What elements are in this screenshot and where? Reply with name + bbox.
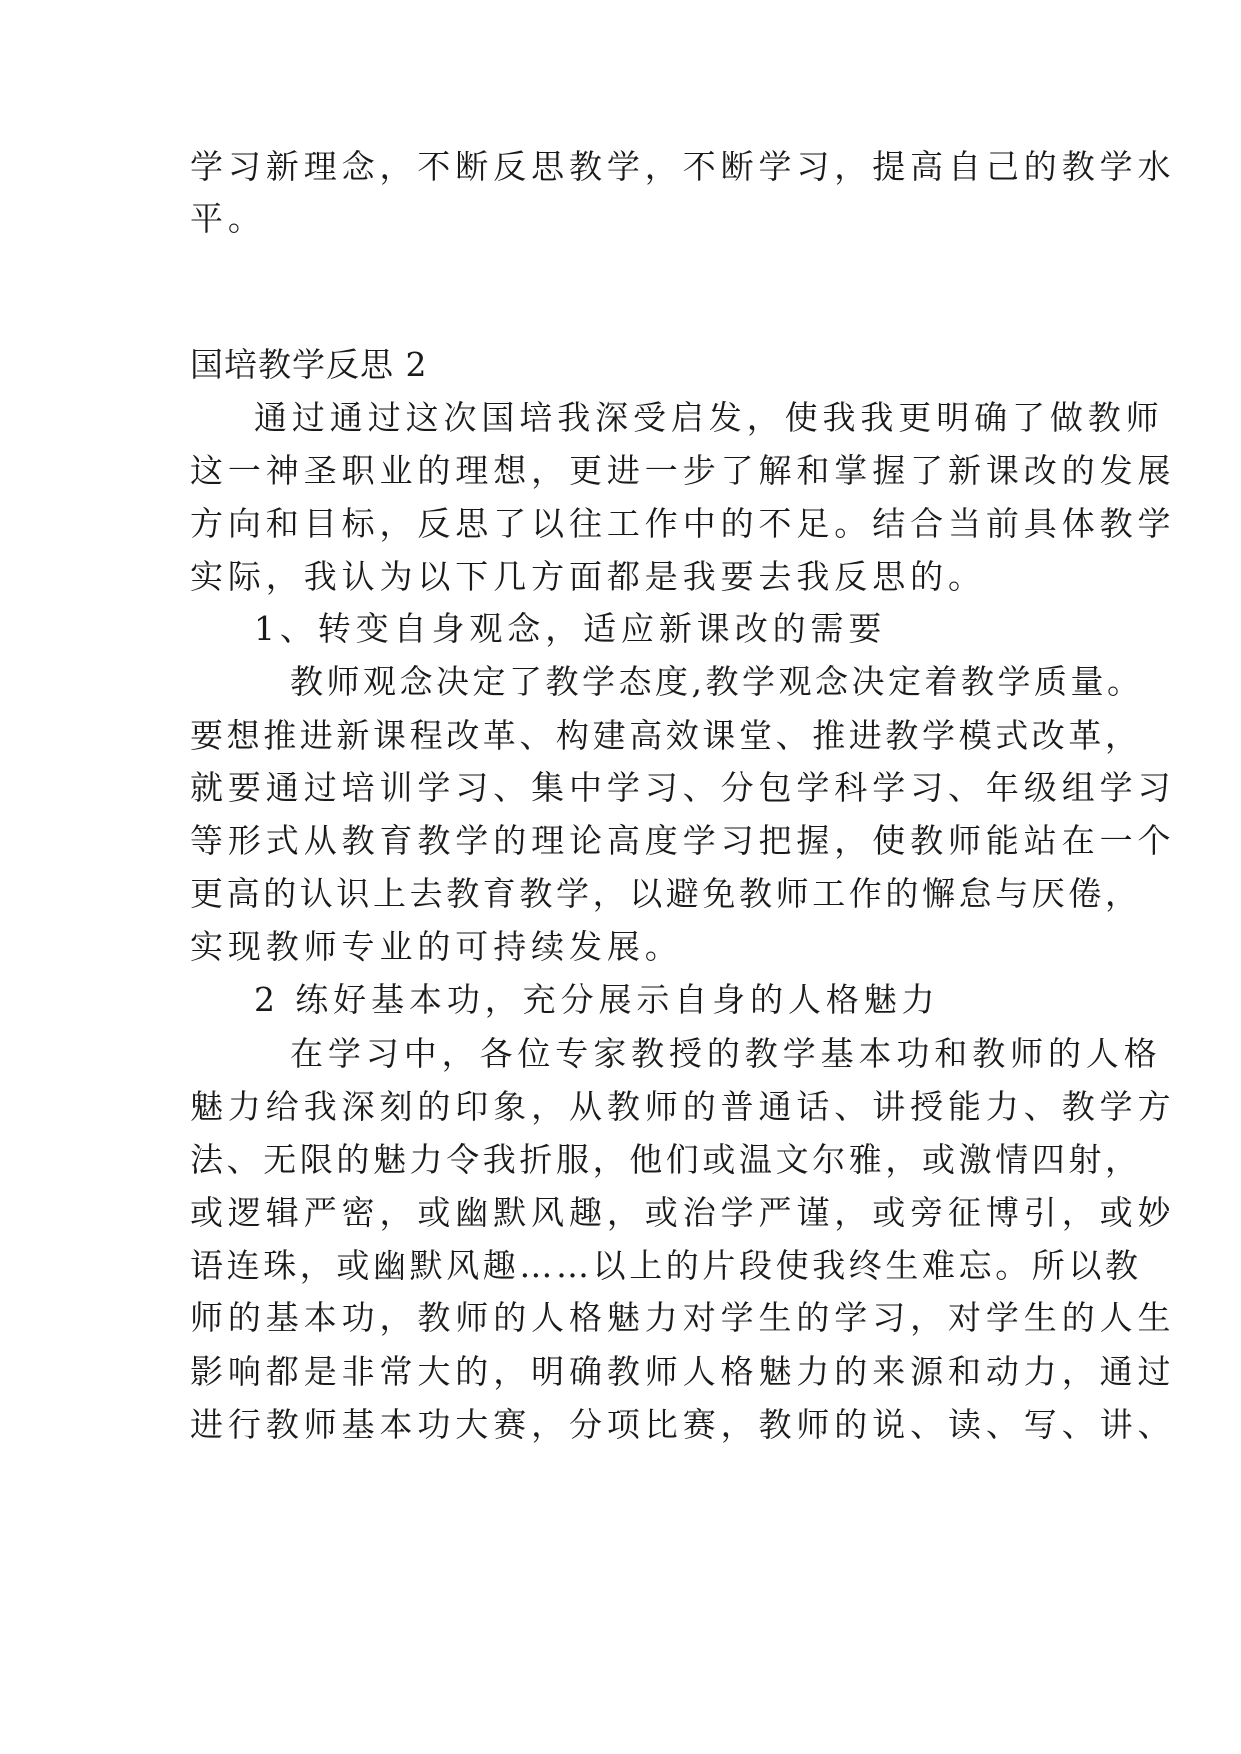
text-line: 这一神圣职业的理想，更进一步了解和掌握了新课改的发展: [190, 451, 1176, 490]
text-line: 在学习中，各位专家教授的教学基本功和教师的人格: [290, 1034, 1162, 1073]
text-line: 实现教师专业的可持续发展。: [190, 927, 683, 966]
text-line: 进行教师基本功大赛，分项比赛，教师的说、读、写、讲、: [190, 1405, 1176, 1444]
text-line: 影响都是非常大的，明确教师人格魅力的来源和动力，通过: [190, 1352, 1176, 1391]
subheading: 2 练好基本功，充分展示自身的人格魅力: [254, 980, 940, 1019]
text-line: 魅力给我深刻的印象，从教师的普通话、讲授能力、教学方: [190, 1087, 1176, 1126]
text-line: 实际，我认为以下几方面都是我要去我反思的。: [190, 557, 986, 596]
text-line: 平。: [190, 199, 266, 238]
text-line: 或逻辑严密，或幽默风趣，或治学严谨，或旁征博引，或妙: [190, 1193, 1176, 1232]
section-heading: 国培教学反思 2: [190, 345, 428, 384]
text-line: 师的基本功，教师的人格魅力对学生的学习，对学生的人生: [190, 1298, 1176, 1337]
text-line: 学习新理念，不断反思教学，不断学习，提高自己的教学水: [190, 147, 1176, 186]
text-line: 就要通过培训学习、集中学习、分包学科学习、年级组学习: [190, 768, 1176, 807]
text-line: 更高的认识上去教育教学，以避免教师工作的懈怠与厌倦，: [190, 874, 1142, 913]
text-line: 等形式从教育教学的理论高度学习把握，使教师能站在一个: [190, 821, 1176, 860]
text-line: 通过通过这次国培我深受启发，使我我更明确了做教师: [254, 398, 1164, 437]
text-line: 要想推进新课程改革、构建高效课堂、推进教学模式改革，: [190, 716, 1142, 755]
text-line: 语连珠，或幽默风趣……以上的片段使我终生难忘。所以教: [190, 1246, 1142, 1285]
text-line: 法、无限的魅力令我折服，他们或温文尔雅，或激情四射，: [190, 1140, 1142, 1179]
subheading: 1、转变自身观念，适应新课改的需要: [254, 609, 887, 648]
text-line: 教师观念决定了教学态度,教学观念决定着教学质量。: [290, 662, 1144, 701]
text-line: 方向和目标，反思了以往工作中的不足。结合当前具体教学: [190, 504, 1176, 543]
